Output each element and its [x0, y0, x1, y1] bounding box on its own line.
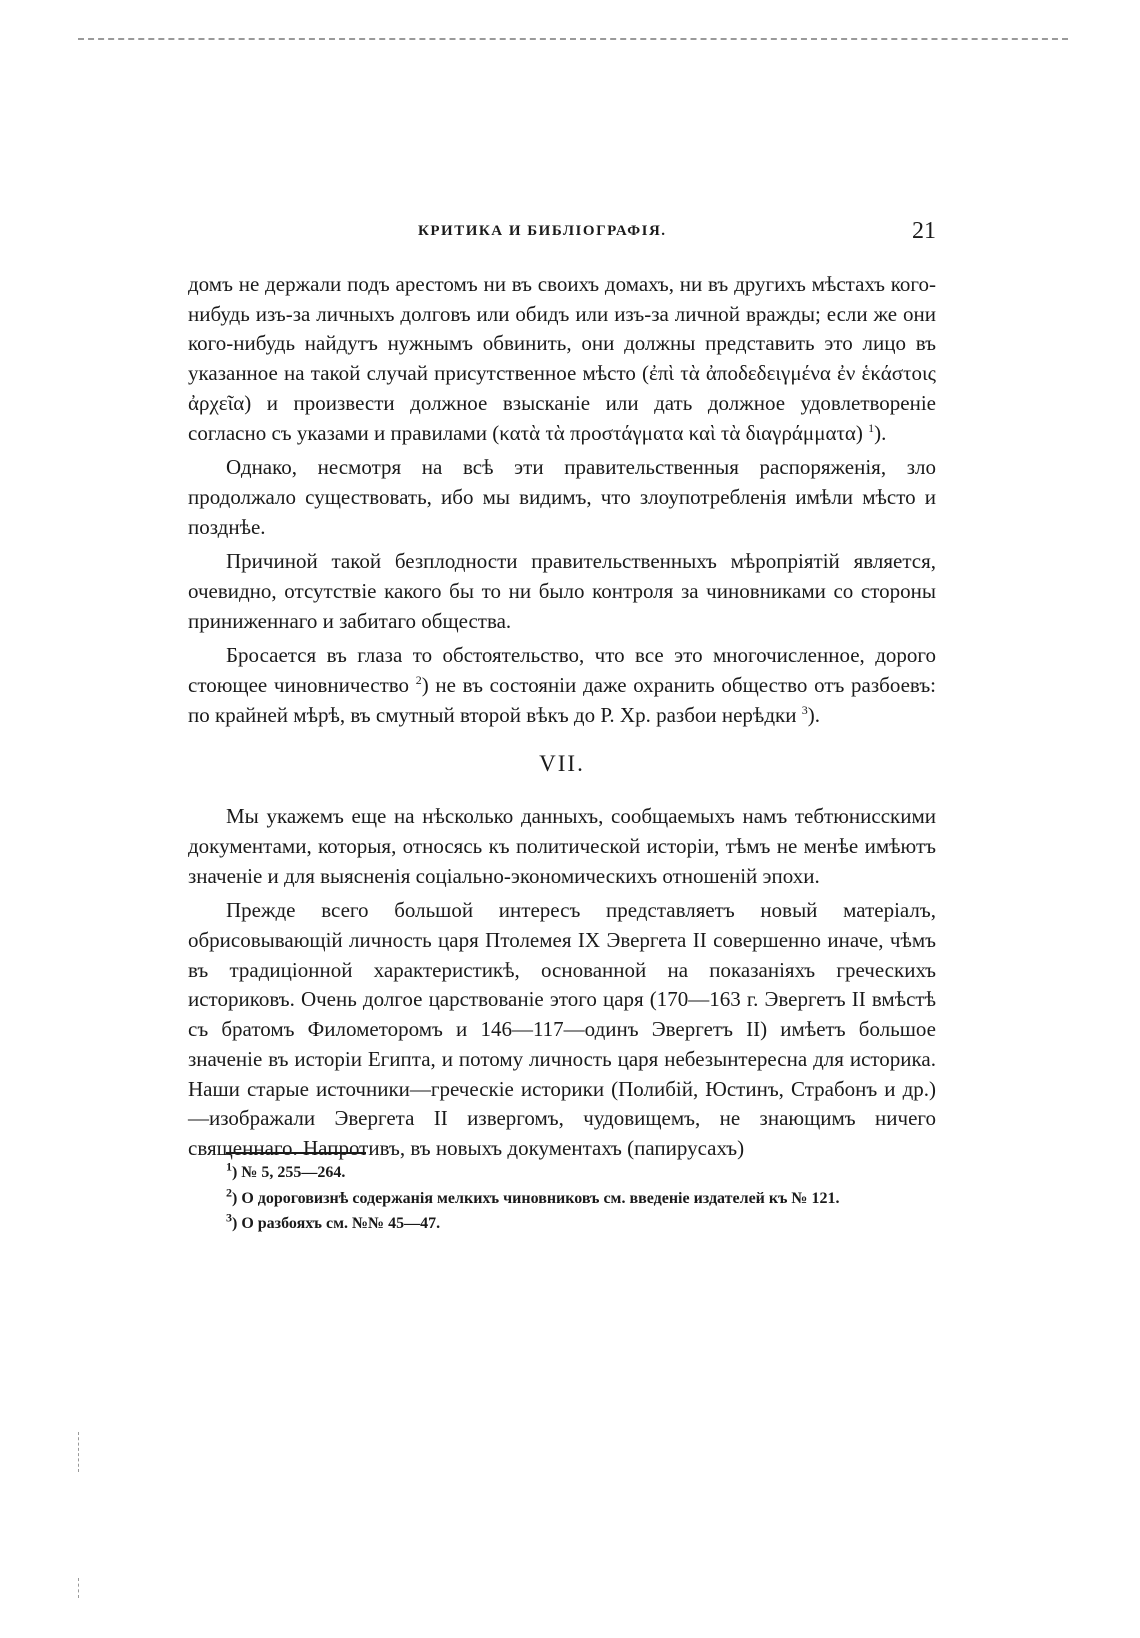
paragraph-text: домъ не держали подъ арестомъ ни въ своихъ домахъ, ни въ другихъ мѣстахъ кого-нибудь изъ-за личныхъ долговъ или обидъ или изъ-за личной вражды; если же они кого-нибудь найдутъ нужнымъ обвинить, они должны представить это лицо въ указанное на такой случай присутственное мѣсто (ἐπὶ τὰ ἀποδεδειγμένα ἐν ἑκάστοις ἀρχεῖα) и произвести должное взысканіе или дать должное удовлетвореніе согласно съ указами и правилами (κατὰ τὰ προστάγματα καὶ τὰ διαγράμματα): [188, 272, 936, 445]
page-body: [188, 270, 936, 1169]
paragraph: Причиной такой безплодности правительственныхъ мѣропріятій является, очевидно, отсутствіе какого бы то ни было контроля за чиновниками со стороны приниженнаго и забитаго общества.: [188, 549, 936, 633]
paragraph: Однако, несмотря на всѣ эти правительственныя распоряженія, зло продолжало существовать, ибо мы видимъ, что злоупотребленія имѣли мѣсто и позднѣе.: [188, 455, 936, 539]
footnote: [188, 1210, 936, 1236]
footnote-text: ) О дороговизнѣ содержанія мелкихъ чиновниковъ см. введеніе издателей къ № 121.: [232, 1189, 840, 1207]
footnote-mark: 1: [226, 1159, 232, 1174]
paragraph-text: ).: [874, 420, 887, 445]
footnote-ref: 2: [415, 673, 422, 688]
footnote-text: ) О разбояхъ см. №№ 45—47.: [232, 1215, 441, 1232]
scan-margin-mark: [78, 1432, 79, 1472]
page-number: 21: [912, 218, 936, 244]
paragraph: Мы укажемъ еще на нѣсколько данныхъ, сообщаемыхъ намъ тебтюнисскими документами, которыя, относясь къ политической исторіи, тѣмъ не менѣе имѣютъ значеніе и для выясненія соціально-экономическихъ отношеній эпохи.: [188, 804, 936, 888]
footnote-text: ) № 5, 255—264.: [232, 1164, 346, 1181]
scan-margin-mark: [78, 1578, 79, 1598]
footnote-rule: [226, 1152, 366, 1154]
page-header: [188, 218, 936, 248]
footnote-mark: 3: [226, 1210, 232, 1225]
footnote-mark: 2: [226, 1185, 232, 1200]
footnotes: [188, 1159, 936, 1239]
footnote-ref: 3: [801, 702, 808, 717]
paragraph-text: ).: [807, 702, 820, 727]
footnote-ref: 1: [868, 420, 875, 435]
section-heading: VII.: [539, 750, 585, 776]
paragraph-text: Бросается въ глаза то обстоятельство, что все это многочисленное, дорого стоющее чиновничество: [188, 643, 936, 698]
paragraph: [188, 641, 936, 730]
scan-edge-line: [78, 38, 1068, 40]
footnote: [188, 1159, 936, 1185]
paragraph-text: ) не въ состояніи даже охранить общество отъ разбоевъ: по крайней мѣрѣ, въ смутный второй вѣкъ до Р. Хр. разбои нерѣдки: [188, 673, 937, 727]
running-title: КРИТИКА И БИБЛІОГРАФІЯ.: [418, 223, 667, 239]
footnote: [188, 1185, 936, 1211]
paragraph: [188, 270, 936, 448]
paragraph: Прежде всего большой интересъ представляетъ новый матеріалъ, обрисовывающій личность царя Птолемея IX Эвергета II совершенно иначе, чѣмъ въ традиціонной характеристикѣ, основанной на показаніяхъ греческихъ историковъ. Очень долгое царствованіе этого царя (170—163 г. Эвергетъ II вмѣстѣ съ братомъ Филометоромъ и 146—117—одинъ Эвергетъ II) имѣетъ большое значеніе въ исторіи Египта, и потому личность царя небезынтересна для историка. Наши старые источники—греческіе историки (Полибій, Юстинъ, Страбонъ и др.)—изображали Эвергета II извергомъ, чудовищемъ, не знающимъ ничего священнаго. Напротивъ, въ новыхъ документахъ (папирусахъ): [188, 898, 936, 1160]
